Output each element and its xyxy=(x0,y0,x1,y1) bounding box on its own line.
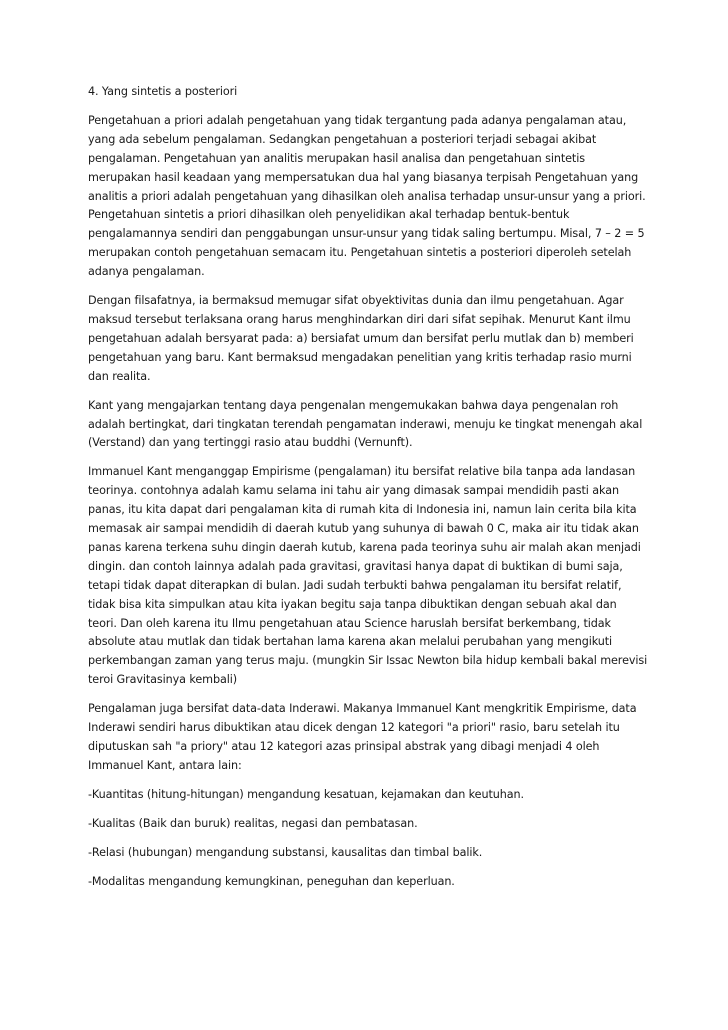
paragraph-daya-pengenalan: Kant yang mengajarkan tentang daya pengenalan mengemukakan bahwa daya pengenalan roh adalah bertingkat, dari tingkatan terendah pengamatan inderawi, menuju ke tingkat menengah akal (Verstand) dan yang tertinggi rasio atau buddhi (Vernunft). xyxy=(88,398,643,450)
list-item-modalitas: -Modalitas mengandung kemungkinan, peneguhan dan keperluan. xyxy=(88,874,455,888)
paragraph-data-inderawi: Pengalaman juga bersifat data-data Inderawi. Makanya Immanuel Kant mengkritik Empirisme, data Inderawi sendiri harus dibuktikan atau dicek dengan 12 kategori "a priori" rasio, baru setelah itu diputuskan sah "a priory" atau 12 kategori azas prinsipal abstrak yang dibagi menjadi 4 oleh Immanuel Kant, antara lain: xyxy=(88,702,637,772)
list-item-relasi: -Relasi (hubungan) mengandung substansi, kausalitas dan timbal balik. xyxy=(88,845,483,859)
list-item-kuantitas: -Kuantitas (hitung-hitungan) mengandung kesatuan, kejamakan dan keutuhan. xyxy=(88,787,524,801)
list-item-kualitas: -Kualitas (Baik dan buruk) realitas, negasi dan pembatasan. xyxy=(88,816,418,830)
paragraph-a-priori: Pengetahuan a priori adalah pengetahuan yang tidak tergantung pada adanya pengalaman atau, yang ada sebelum pengalaman. Sedangkan pengetahuan a posteriori terjadi sebagai akibat pengalaman. Pengetahuan yan analitis merupakan hasil analisa dan pengetahuan sintetis merupakan hasil keadaan yang mempersatukan dua hal yang biasanya terpisah Pengetahuan yang analitis a priori adalah pengetahuan yang dihasilkan oleh analisa terhadap unsur-unsur yang a priori. Pengetahuan sintetis a priori dihasilkan oleh penyelidikan akal terhadap bentuk-bentuk pengalamannya sendiri dan penggabungan unsur-unsur yang tidak saling bertumpu. Misal, 7 – 2 = 5 merupakan contoh pengetahuan semacam itu. Pengetahuan sintetis a posteriori diperoleh setelah adanya pengalaman. xyxy=(88,113,646,279)
document-body xyxy=(88,83,648,901)
paragraph-filsafat: Dengan filsafatnya, ia bermaksud memugar sifat obyektivitas dunia dan ilmu pengetahuan. Agar maksud tersebut terlaksana orang harus menghindarkan diri dari sifat sepihak. Menurut Kant ilmu pengetahuan adalah bersyarat pada: a) bersiafat umum dan bersifat perlu mutlak dan b) memberi pengetahuan yang baru. Kant bermaksud mengadakan penelitian yang kritis terhadap rasio murni dan realita. xyxy=(88,294,634,383)
section-heading: 4. Yang sintetis a posteriori xyxy=(88,85,238,98)
paragraph-empirisme: Immanuel Kant menganggap Empirisme (pengalaman) itu bersifat relative bila tanpa ada landasan teorinya. contohnya adalah kamu selama ini tahu air yang dimasak sampai mendidih pasti akan panas, itu kita dapat dari pengalaman kita di rumah kita di Indonesia ini, namun lain cerita bila kita memasak air sampai mendidih di daerah kutub yang suhunya di bawah 0 C, maka air itu tidak akan panas karena terkena suhu dingin daerah kutub, karena pada teorinya suhu air malah akan menjadi dingin. dan contoh lainnya adalah pada gravitasi, gravitasi hanya dapat di buktikan di bumi saja, tetapi tidak dapat diterapkan di bulan. Jadi sudah terbukti bahwa pengalaman itu bersifat relatif, tidak bisa kita simpulkan atau kita iyakan begitu saja tanpa dibuktikan dengan sebuah akal dan teori. Dan oleh karena itu Ilmu pengetahuan atau Science haruslah bersifat berkembang, tidak absolute atau mutlak dan tidak bertahan lama karena akan melalui perubahan yang mengikuti perkembangan zaman yang terus maju. (mungkin Sir Issac Newton bila hidup kembali bakal merevisi teroi Gravitasinya kembali) xyxy=(88,465,648,687)
